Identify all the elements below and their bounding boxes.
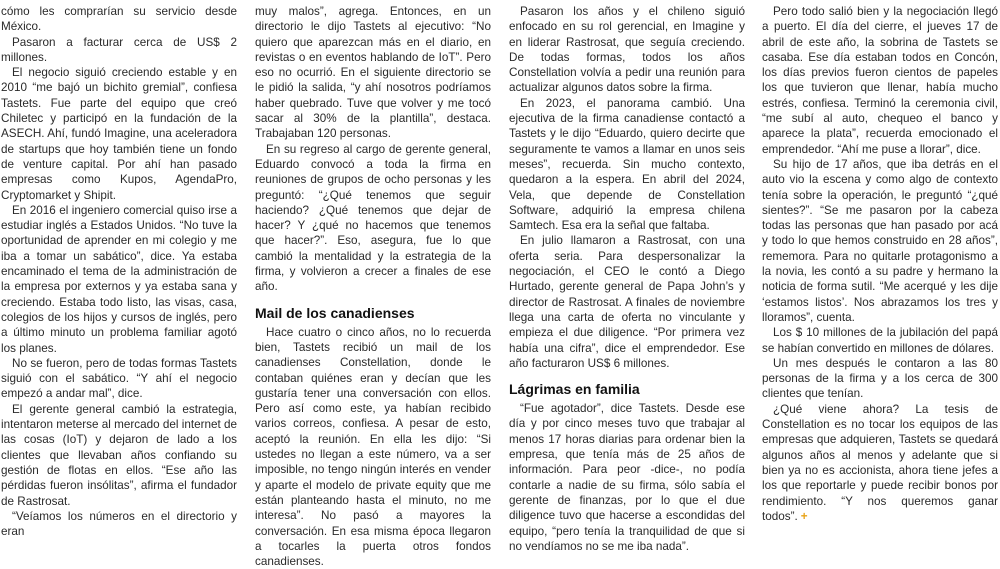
article-paragraph [509, 4, 745, 96]
paragraph-text: Pasaron los años y el chileno siguió enfocado en su rol gerencial, en Imagine y en liderar Rastrosat, que seguía creciendo. De todas formas, todos los años Constellation volvía a pedir una reunión para actualizar algunos datos sobre la firma. [509, 5, 745, 95]
end-of-article-mark: + [800, 509, 808, 523]
paragraph-text: El gerente general cambió la estrategia, intentaron meterse al mercado del internet de las cosas (IoT) y dejaron de lado a los clientes que llevaban años confiando su gestión de flotas en ellos. “Ese año las pérdidas fueron insólitas”, afirma el fundador de Rastrosat. [1, 402, 237, 508]
article-paragraph [1, 402, 237, 509]
paragraph-text: Hace cuatro o cinco años, no lo recuerda bien, Tastets recibió un mail de los canadienses Constellation, donde le contaban quiénes eran y decían que les gustaría tener una conversación con ellos. Pero así como este, ya habían recibido varios correos, confiesa. A pesar de esto, aceptó la reunión. En ella les dijo: “Si ustedes no llegan a este número, va a ser imposible, no tengo ningún interés en vender y aparte el modelo de private equity que me están planteando hasta el minuto, no me interesa”. No pasó a mayores la conversación. En esa misma época llegaron a tocarles la puerta otros fondos canadienses. [255, 325, 491, 569]
paragraph-text: Pasaron a facturar cerca de US$ 2 millones. [1, 35, 237, 64]
paragraph-text: Pero todo salió bien y la negociación llegó a puerto. El día del cierre, el jueves 17 de abril de este año, la sobrina de Tastets se casaba. Ese día estaban todos en Concón, los días previos fueron cientos de papeles los que tuvieron que llenar, había mucho estrés, confiesa. Terminó la ceremonia civil, “me subí al auto, chequeo el banco y aparece la plata”, recuerda emocionado el emprendedor. “Ahí me puse a llorar”, dice. [762, 5, 998, 156]
section-heading-text: Lágrimas en familia [509, 381, 640, 398]
article-paragraph [1, 356, 237, 402]
article-column-3 [509, 4, 745, 554]
paragraph-text: “Fue agotador”, dice Tastets. Desde ese día y por cinco meses tuvo que trabajar al menos 17 horas diarias para ordenar bien la empresa, que tenía más de 25 años de información. Para peor -dice-, no podía contarle a nadie de su firma, sólo sabía el gerente de finanzas, por lo que el due diligence tuvo que hacerse a escondidas del equipo, “pero tenía la tranquilidad de que si no vendíamos no se me iba nada”. [509, 402, 745, 553]
article-paragraph [255, 325, 491, 569]
paragraph-text: muy malos”, agrega. Entonces, en un directorio le dijo Tastets al ejecutivo: “No quiero que aparezcan más en el diario, en revistas o en eventos hablando de IoT”. Pero eso no ocurrió. En el siguiente directorio se le pidió la salida, “y ahí nosotros podríamos haber quebrado. Tuve que volver y me tocó sacar al 30% de la plantilla”, destaca. Trabajaban 120 personas. [255, 5, 491, 141]
article-paragraph [255, 4, 491, 142]
article-paragraph [1, 65, 237, 203]
article-paragraph [1, 203, 237, 356]
section-heading [509, 381, 745, 398]
paragraph-text: cómo les comprarían su servicio desde México. [1, 5, 237, 34]
paragraph-text: El negocio siguió creciendo estable y en 2010 “me bajó un bichito gremial”, confiesa Tastets. Fue parte del equipo que creó Chiletec y participó en la fundación de la ASECH. Ahí, fundó Imagine, una aceleradora de startups que hoy también tiene un fondo de venture capital. Por ahí han pasado empresas como Kupos, AgendaPro, Cryptomarket y Shipit. [1, 66, 237, 202]
article-paragraph [1, 509, 237, 540]
paragraph-text: En su regreso al cargo de gerente general, Eduardo convocó a toda la firma en reuniones de grupos de ocho personas y les preguntó: “¿Qué tenemos que seguir haciendo? ¿Qué tenemos que dejar de hacer? Y ¿qué no hacemos que tenemos que hacer?”. Eso, asegura, fue lo que cambió la mentalidad y la estrategia de la firma, y volvieron a crecer a finales de ese año. [255, 142, 491, 294]
article-column-4 [762, 4, 998, 524]
article-column-2 [255, 4, 491, 569]
paragraph-text: Su hijo de 17 años, que iba detrás en el auto vio la escena y como algo de contexto tenía sobre la operación, le preguntó “¿qué sientes?”. “Se me pasaron por la cabeza todas las personas que han pasado por acá y todo lo que hemos construido en 28 años”, rememora. Para no quitarle protagonismo a la novia, les contó a su padre y hermano la noticia de forma sutil. “Me acerqué y les dije ‘estamos listos’. Nos abrazamos los tres y lloramos”, cuenta. [762, 157, 998, 324]
article-paragraph [509, 233, 745, 371]
paragraph-text: No se fueron, pero de todas formas Tastets siguió con el sabático. “Y ahí el negocio empezó a andar mal”, dice. [1, 356, 237, 401]
article-paragraph [255, 142, 491, 295]
article-column-1 [1, 4, 237, 539]
article-paragraph [762, 325, 998, 356]
paragraph-text: Un mes después le contaron a las 80 personas de la firma y a los cerca de 300 clientes que tenían. [762, 356, 998, 401]
article-paragraph [509, 401, 745, 554]
article-paragraph [762, 356, 998, 402]
paragraph-text: Los $ 10 millones de la jubilación del papá se habían convertido en millones de dólares. [762, 326, 998, 355]
section-heading [255, 305, 491, 322]
article-paragraph [1, 4, 237, 35]
article-paragraph [762, 157, 998, 325]
paragraph-text: ¿Qué viene ahora? La tesis de Constellation es no tocar los equipos de las empresas que adquieren, Tastets se quedará algunos años al menos y adelante que si bien ya no es accionista, ahora tiene jefes a los que reportarle y puede recibir bonos por rendimiento. “Y nos queremos ganar todos”. [762, 402, 998, 523]
article-paragraph [509, 96, 745, 234]
paragraph-text: En julio llamaron a Rastrosat, con una oferta seria. Para despersonalizar la negociación, el CEO le contó a Diego Hurtado, gerente general de Papa John’s y director de Rastrosat. A finales de noviembre llega una carta de oferta no vinculante y empieza el due diligence. “Por primera vez había una cifra”, dice el emprendedor. Ese año facturaron US$ 6 millones. [509, 234, 745, 370]
article-paragraph [762, 4, 998, 157]
article-paragraph [762, 402, 998, 524]
article-paragraph [1, 35, 237, 66]
paragraph-text: En 2016 el ingeniero comercial quiso irse a estudiar inglés a Estados Unidos. “No tuve la oportunidad de aprender en mi colegio y me iba a tomar un sabático”, dice. Ya estaba encaminado el tema de la administración de la empresa por externos y ya estaba sana y creciendo. Estaba todo listo, las visas, casa, colegios de los hijos y cursos de inglés, pero a último minuto un problema familiar agotó los planes. [1, 203, 237, 355]
section-heading-text: Mail de los canadienses [255, 304, 415, 321]
paragraph-text: En 2023, el panorama cambió. Una ejecutiva de la firma canadiense contactó a Tastets y le dijo “Eduardo, quiero decirte que seguramente te vamos a llamar en unos seis meses”, recuerda. Sin mucho contexto, quedaron a la espera. En abril del 2024, Vela, que depende de Constellation Software, adquirió la empresa chilena Samtech. Esa era la señal que faltaba. [509, 96, 745, 233]
paragraph-text: “Veíamos los números en el directorio y eran [1, 509, 237, 539]
